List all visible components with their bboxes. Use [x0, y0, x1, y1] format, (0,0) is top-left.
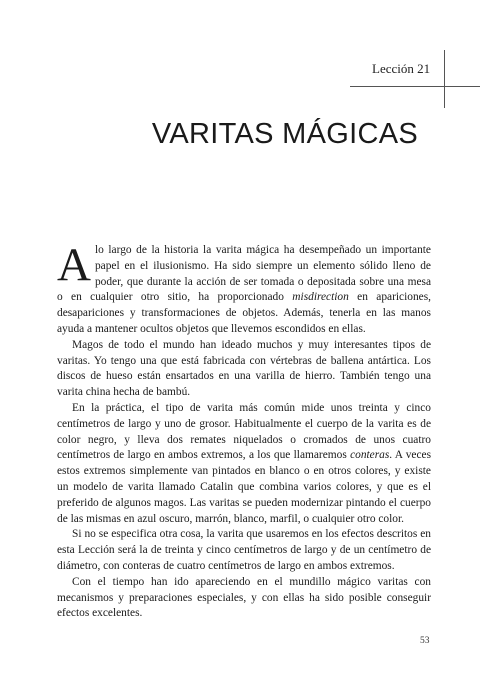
- paragraph-1-after: en apariciones, desapariciones y transformaciones de objetos. Además, tenerla en las manos ayuda a mantener ocultos objetos que llevemos escondidos en ellas.: [57, 291, 431, 335]
- paragraph-4: Si no se especifica otra cosa, la varita que usaremos en los efectos descritos en esta Lección será la de treinta y cinco centímetros de largo y de un centímetro de diámetro, con conteras de cuatro centímetros de largo en ambos extremos.: [57, 528, 431, 572]
- header-horizontal-rule: [350, 86, 480, 87]
- paragraph-1-italic: misdirection: [292, 291, 349, 304]
- paragraph-5: Con el tiempo han ido apareciendo en el mundillo mágico varitas con mecanismos y preparaciones especiales, y con ellas ha sido posible conseguir efectos excelentes.: [57, 575, 431, 620]
- paragraph-3-text: En la práctica, el tipo de varita más común mide unos treinta y cinco centímetros de largo y uno de grosor. Habitualmente el cuerpo de la varita es de color negro, y lleva dos remates niquelados o cromados de unos cuatro centímetros de largo en ambos extremos, a los que llamaremos: [57, 401, 431, 462]
- body-text: [57, 239, 431, 622]
- lesson-label: Lección 21: [372, 61, 431, 76]
- paragraph-2: Magos de todo el mundo han ideado muchos y muy interesantes tipos de varitas. Yo tengo una que está fabricada con vértebras de ballena antártica. Los discos de hueso están ensartados en una varilla de hierro. También tengo una varita china hecha de bambú.: [57, 338, 431, 399]
- paragraph-3-italic: conteras: [350, 449, 390, 462]
- paragraph-3-after: . A veces estos extremos simplemente van pintados en blanco o en otros colores, y existe un modelo de varita llamado Catalin que combina varios colores, y que es el preferido de algunos magos. Las varitas se pueden modernizar pintando el cuerpo de las mismas en azul oscuro, marrón, blanco, marfil, o cualquier otro color.: [57, 449, 431, 525]
- paragraph-3: [57, 401, 431, 527]
- paragraph-1-text: lo largo de la historia la varita mágica ha desempeñado un importante papel en el ilusionismo. Ha sido siempre un elemento sólido lleno de poder, que durante la acción de ser tomada o depositada sobre una mesa o en cualquier otro sitio, ha proporcionado: [57, 244, 431, 304]
- page-number: 53: [420, 636, 430, 646]
- drop-cap: A: [57, 239, 91, 291]
- paragraph-1: [57, 239, 431, 338]
- chapter-title: VARITAS MÁGICAS: [151, 118, 418, 150]
- header-vertical-rule: [444, 50, 445, 108]
